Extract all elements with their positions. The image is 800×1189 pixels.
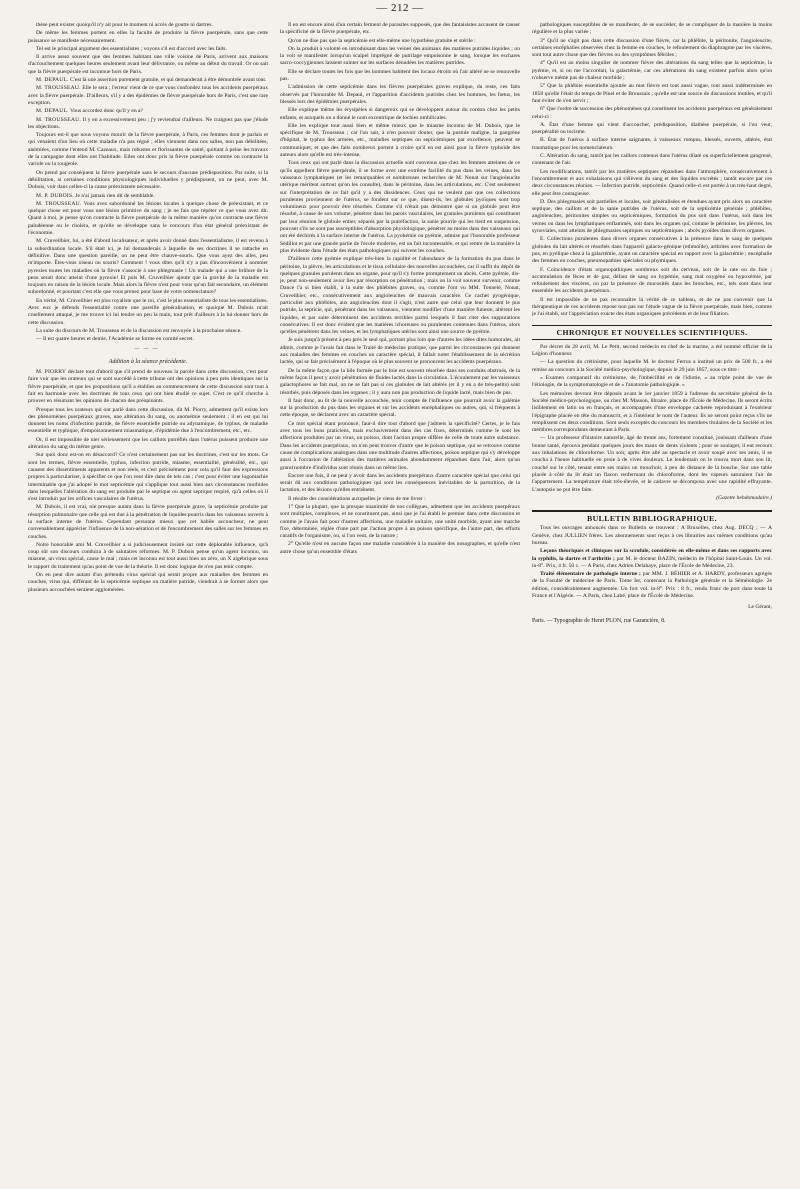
paragraph: Tous ceux qui ont parlé dans la discussion actuelle sont convenus que chez les femmes atteintes de ce qu'ils appellent fièvre puerpérale, il se forme avec une extrême facilité du pus dans les veines, dans les vaisseaux lymphatiques (et les remarquables et nombreuses recherches de M. Nonat sur l'angioleucite utérique méritent surtout qu'on les consulte), dans le péritoine, dans les articulations, etc. C'est seulement sur l'interprétation de ce fait qu'il y a des dissidences. Ceux qui ne veulent pas que ces collections purulentes proviennent de l'utérus, se fondent sur ce que, disent-ils, les globules pyoïques sont trop volumineux pour pouvoir être résorbés. Comme s'il n'était pas démontré que si un globule peut être résorbé, à cause de son volume, pénétrer dans les parois vasculaires, les granules purulents qui constituent par leur réunion le globule entier, séparés par la putréfaction, la sanie pourrie qui les tient en suspension, pouvant s'ils ne sont pas susceptibles d'absorption physiologique, pénétrer au moins dans des vaisseaux qui ont été déchirés à la surface interne de l'utérus. La pyohémie ou pyémie, admise par l'honorable professeur Sédillot et par une grande partie de l'école moderne, est un fait incontestable, et qui rentre de la manière la plus évidente dans l'étude des états pathologiques qui suivent les couches. — [280, 160, 520, 254]
paragraph: A. État d'une femme qui vient d'accoucher, prédisposition, diathèse puerpérale, si l'on veut, puerpéralité ou tocisme. — [532, 121, 772, 136]
paragraph: 1° Que la plupart, que la presque unanimité de nos collègues, admettent que les accidents puerpéraux sont multiples, complexes, et ne constituent pas, ainsi que je l'ai établi le premier dans cette discussion et comme je l'avais fait pour d'autres affections, une maladie unitaire, une unité morbide, ayant une marche fixe, déterminée, réglée d'une part par l'action propre à un poison spécifique, de l'autre part, des efforts curatifs de l'organisme, ou, si l'on veut, de la nature ; — [280, 504, 520, 540]
book-title: Traité élémentaire de pathologie interne ; — [540, 571, 641, 578]
paragraph: Notre honorable ami M. Cruveilhier a si judicieusement insisté sur cette déplorable influence, qu'à coup sûr son discours conduira à de salutaires réformes. M. P. Dubois pense qu'un agent inconnu, un miasme, un virus spécial, cause le mal ; mais cet inconnu est tout aussi bien un zéro, un X algébrique sous le rapport du traitement qu'au point de vue de la théorie. Il est donc logique de n'en pas tenir compte. — [28, 541, 268, 570]
paragraph: Elle explique même les érysipèles si dangereux qui se développent autour du cordon chez les petits enfants, et auxquels on a donné le nom excentrique de lochies ombilicales. — [280, 107, 520, 121]
columns — [28, 22, 772, 1177]
paragraph: 4° Qu'il est au moins singulier de nommer fièvre des altérations du sang telles que la septicémie, la pyémie, et, si on me l'accordait, la galactémie, car ces altérations du sang existent parfois alors qu'on n'observe même pas de chaleur morbide ; — [532, 60, 772, 82]
paragraph: Il faut donc, au lit de la nouvelle accouchée, tenir compte de l'influence que pourrait avoir la galémie sur la production du pus dans les organes et sur les accidents encéphaliques ou autres, qui, si fréquents à cette époque, se déclarent avec un caractère spécial. — [280, 397, 520, 419]
speech — [28, 85, 268, 107]
news-item: Par décret du 28 avril, M. Le Petit, second médecin en chef de la marine, a été nommé officier de la Légion d'honneur. — [532, 343, 772, 358]
speech-text: Vous accordez donc qu'il y en a? — [70, 108, 144, 115]
paragraph: Presque tous les orateurs qui ont parlé dans cette discussion, dit M. Piorry, admettent qu'il existe lors des phénomènes puerpéraux graves, une altération du sang, ou anomémie seulement ; il en est qui lui donnent les noms d'infection putride, de fièvre essentielle putride ou adynamique, de typhus, de maladie essentielle et typhique, d'empoisonnement miasmatique, d'épidémie due à l'encombrement, etc., etc. — [28, 406, 268, 435]
bulletin-intro: Tous les ouvrages annoncés dans ce Bulletin se trouvent : A Bruxelles, chez Aug. DECQ ; — A Genève, chez JULLIEN frères. Les abonnements sont reçus à ces librairies aux mêmes conditions qu'au bureau. — [532, 525, 772, 546]
paragraph: Il en est encore ainsi d'un certain ferment de parasites supposés, que des fantaisistes accusent de causer la spécificité de la fièvre puerpérale, etc. — [280, 22, 520, 36]
paragraph: Je suis jusqu'à présent à peu près le seul qui, portant plus loin que d'autres les idées dites humorales, ait admis, comme je l'avais fait dans le Traité de médecine pratique, que parmi les circonstances qui donnent aux maladies des femmes en couches un caractère spécial, il fallait noter l'établissement de la sécrétion lactée, qui se fait précisément à l'époque où le plus souvent se prononcent les accidents puerpéraux. — [280, 337, 520, 366]
paragraph: Elle se déclare toutes les fois que les hommes habitent des locaux étroits où l'air altéré ne se renouvelle pas. — [280, 68, 520, 83]
paragraph: Il est impossible de ne pas reconnaître la vérité de ce tableau, et de ne pas convenir que la thérapeutique de ces accidents repose non pas sur l'étude vague de la fièvre puerpérale, mais bien, comme je l'ai établi, sur l'appréciation exacte des états organiques précédents et de leur filiation. — [532, 296, 772, 318]
paragraph: Encore une fois, il ne peut y avoir dans les accidents puerpéraux d'autre caractère spécial que celui qui serait dû aux conditions pathologiques qui sont les conséquences inévitables de la parturition, de la lactation, et des lésions qu'elles entraînent. — [280, 472, 520, 494]
speech — [28, 193, 268, 200]
speech-text: Vous avez subordonné les lésions locales à quelque chose de préexistant, et ce quelque chose est pour vous une lésion primitive du sang ; je ne fais que répéter ce que vous avez dit. Quant à moi, je pense qu'on contracte la fièvre puerpérale de la même manière qu'on contracte une fièvre paludéenne ou le choléra, et qu'elle se développe sans le concours d'un état général préexistant de l'économie. — [28, 200, 268, 237]
paragraph: L'admission de cette septicémie dans les fièvres puerpérales graves explique, du reste, ces faits observés par l'honorable M. Depaul, et l'apparition d'accidents putrides chez les hommes, les fœtus, les blessés lors des épidémies puerpérales. — [280, 84, 520, 105]
column-3 — [532, 22, 772, 1177]
speech-text: Elle le sera ; l'erreur vient de ce que vous confondez tous les accidents puerpéraux avec la fièvre puerpérale. D'ailleurs, s'il y a des épidémies de fièvre puerpérale hors de Paris, c'est une rare exception. — [28, 85, 268, 106]
speaker-name: M. DEPAUL. — [36, 108, 69, 115]
speaker-name: M. TROUSSEAU. — [36, 200, 82, 207]
paragraph: Ce mot spécial étant prononcé, faut-il dire tout d'abord que j'admets la spécificité? Certes, je le fais avec tous les bons praticiens, mais exclusivement dans des cas fixes, déterminés comme le sont les affections produites par un virus, un poison, dont l'action propre diffère de celle de toute autre substance. Dans les accidents puerpéraux, on n'en peut trouver d'autre que le poison septique, qui se retrouve comme cause de complications analogues dans une multitude d'autres affections, poison septique qui s'y développe aussi à l'occasion de l'altération des matières animales abondamment répandues dans l'air, alors qu'un grand nombre d'individus sont réunis dans un même lieu. — [280, 420, 520, 471]
book-details: par MM. J. BÉHIER et A. HARDY, professeurs agrégés de la Faculté de médecine de Paris. Tome Ier, contenant la Pathologie générale et la Séméiologie. 2e édition, considérablement augmentée. Un fort vol. in-8°. Prix : 8 fr., rendu franc de port dans toute la France et l'Algérie. — A Paris, chez Labé, place de l'École de Médecine. — [532, 571, 772, 600]
paragraph: M. Dubois, il est vrai, nie presque autant dans la fièvre puerpérale grave, la septicémie produite par résorption pulmonaire que celle qui est due à la pénétration de liquides pourris dans les vaisseaux ouverts à la surface interne de l'utérus. Cependant personne mieux que cet habile accoucheur, ne peut convenablement apprécier l'influence de la non-aération et de l'encombrement des salles sur les femmes en couches. — [28, 504, 268, 540]
paragraph: D. Des phlegmasies soit partielles et locales, soit généralisées et étendues ayant pris alors un caractère septique, des caillots et de la sanie putrides de l'utérus, soit de la septicémie générale ; phlébites, angioleucites, péritonites simples ou septicémiques, formation du pus soit dans l'utérus, soit dans les veines ou dans les lymphatiques enflammés, soit dans les organes qui, comme le péritoine, les plèvres, les synoviales, sont atteints de phlegmasies septiques ou septicémiques ; abcès pyoïdes dans divers organes. — [532, 198, 772, 235]
speech-text: Il y en a excessivement peu ; j'y reviendrai d'ailleurs. Ne craignez pas que j'élude les objections. — [28, 116, 268, 130]
column-2 — [280, 22, 520, 1177]
paragraph: De même les femmes portent en elles la faculté de produire la fièvre puerpérale, sans que cette puissance se manifeste nécessairement. — [28, 30, 268, 44]
news-source: (Gazette hebdomadaire.) — [716, 494, 772, 501]
paragraph: On prend par conséquent la fièvre puerpérale sans le secours d'aucune prédisposition. Par suite, si la débilitation, si certaines conditions physiologiques individuelles y prédisposent, on ne peut, avec M. Dubois, voir dans celles-ci la cause préexistante nécessaire. — [28, 169, 268, 191]
paragraph: M. Cruveilhier, lui, a été d'abord localisateur, et après avoir donné dans l'essentialisme, il est revenu à la subordination locale. S'il était ici, je lui demanderais à laquelle de ses doctrines il se rattache en définitive. Dans une question pareille, on ne peut être chauve-souris. Que vous ayez des ailes, peu m'importe. Êtes-vous oiseau ou souris? Comment ! vous dites qu'il n'y a pas d'inconvénient à nommer pyrexies toutes les maladies où la fièvre s'associe à une phlegmasie ! Un malade qui a une brûlure de la peau serait donc atteint d'une pyrexie! Et puis M. Cruveilhier ajoute que la gravité de la maladie est toujours en raison de la lésion locale. Mais alors la fièvre n'est pour vous qu'un fait secondaire, un élément subordonné, et pourtant c'est elle que vous prenez pour base de votre nomenclature? — [28, 238, 268, 296]
speech — [28, 77, 268, 84]
paragraph: D'ailleurs cette pyémie explique très-bien la rapidité et l'abondance de la formation du pus dans le péritoine, la plèvre, les articulations et le tissu cellulaire des nouvelles accouchées, car il suffit du dépôt de quelques granules purulents dans un organe, pour qu'il s'y forme promptement un abcès. Cette pyémie, dis-je, peut non-seulement avoir lieu par résorption ou pénétration ; mais on la voit souvent survenir, comme Dance l'a si bien établi, à la suite des phlébites graves, ou, comme l'ont vu MM. Tonnelé, Nonat, Cruveilhier, etc., consécutivement aux angioleucites de mauvais caractère. Ce cachet pyogénique, particulier aux phlébites, aux angioleucites dont il s'agit, n'est autre que celui que leur donnent le pus putride, la septicie, qui, pénétrant dans les vaisseaux, viennent modifier d'une manière funeste, altèrent les liquides, et par suite déterminent des accidents terribles parmi lesquels il faut citer des suppurations consécutives. Il est donc évident que les matières ichoreuses ou purulentes contenues dans l'utérus, alors qu'elles pénètrent dans les veines, et les lymphatiques utérins sont ainsi une source de pyémie. — [280, 256, 520, 336]
paragraph: On en peut dire autant d'un prétendu virus spécial qui serait propre aux maladies des femmes en couches, virus qui, différant de la septicémie septique ou matière putride, viendrait à se former alors que plusieurs accouchées seraient agglomérées. — [28, 572, 268, 593]
news-item: — Un professeur d'histoire naturelle, âgé de trente ans, fortement constitué, jouissant d'ailleurs d'une bonne santé, éprouva pendant quelques jours des maux de dents violents ; pour se soulager, il eut recours aux inhalations de chloroforme. Un soir, après être allé au spectacle et avoir soupé avec ses amis, il se coucha à l'heure habituelle en proie à de vives douleurs. Le lendemain on le trouva mort dans son lit, couché sur le côté, tenant entre ses mains un mouchoir, à peu de distance de la bouche. Sur une table placée à côté du lit était un flacon renfermant du chloroforme, dont les vapeurs saturaient l'air de l'appartement. La température était très-élevée, et le cadavre se décomposa avec une rapidité effrayante. L'autopsie ne put être faite. — [532, 435, 772, 493]
paragraph: Or, il est impossible de nier sérieusement que les caillots putréfiés dans l'utérus puissent produire une altération du sang du même genre. — [28, 436, 268, 451]
paragraph: Sur quoi donc est-on en désaccord? Ce n'est certainement pas sur les doctrines, c'est sur les mots. Ce sont les termes, fièvre essentielle, typhus, infection putride, miasme, essentialité, généralité, etc., qui causent des dissentiments apparents et non réels, et c'est précisément pour cela qu'il faut des expressions propres à particulariser, à spécifier ce que l'on veut dire dans de tels cas ; c'est pour éviter une logomachie interminable que j'ai adopté le mot septicémie qui s'applique tout aussi bien aux circonstances morbides dans lesquelles l'altération du sang est produite par le septique ou agent septique respiré, qu'à celles où il s'est introduit par les orifices vasculaires de l'utérus. — [28, 452, 268, 503]
book-title: Leçons théoriques et cliniques sur la scrofule, considérée en elle-même et dans ses rapports avec la syphilis, la dartre et l'arthritis ; — [532, 548, 772, 562]
news-item: — La question du crétinisme, pour laquelle M. le docteur Ferrus a institué un prix de 500 fr., a été remise au concours à la Société médico-psychologique, depuis le 29 juin 1857, sous ce titre : — [532, 359, 772, 373]
speech-text: C'est là une assertion purement gratuite, et qui demanderait à être démontrée avant tout. — [70, 77, 267, 84]
chronique-heading: CHRONIQUE ET NOUVELLES SCIENTIFIQUES. — [532, 325, 772, 340]
bulletin-entry — [532, 548, 772, 570]
paragraph: La suite du discours de M. Trousseau et de la discussion est renvoyée à la prochaine séance. — [36, 327, 242, 334]
paragraph: 6° Que l'ordre de succession des phénomènes qui constituent les accidents puerpéraux est généralement celui-ci : — [532, 106, 772, 120]
speaker-name: M. P. DUBOIS. — [36, 192, 74, 199]
paragraph: On la produit à volonté en introduisant dans les veines des animaux des matières putrides liquides ; on la voit se manifester lorsqu'un scalpel imprégné de putrilage empoisonne le sang, lorsque les eschares sacro-coccygiennes laissent suinter sur les surfaces dénudées les matières putrides. — [280, 45, 520, 67]
paragraph: Toujours est-il que nous voyons mourir de la fièvre puerpérale, à Paris, ces femmes dont je parlais et qui venaient d'un lieu où cette maladie n'a pas régné ; elles viennent dans nos salles, non pas débilitées, anémiées, comme l'entend M. Cazeaux, mais robustes et florissantes de santé, quittant à peine les travaux de la campagne dont elles ont l'habitude. Elles ont donc pris la fièvre puerpérale comme on contracte la variole ou la rougeole. — [28, 132, 268, 168]
speech — [28, 201, 268, 237]
speech — [28, 369, 268, 405]
paragraph: Tel est le principal argument des essentialistes ; voyons s'il est d'accord avec les faits. — [36, 45, 227, 52]
speaker-name: M. DEPAUL. — [36, 77, 69, 84]
speaker-name: M. TROUSSEAU. — [36, 116, 81, 123]
separator: ——— — [134, 347, 162, 353]
column-1 — [28, 22, 268, 1177]
paragraph: F. Coïncidence d'états organopathiques nombreux soit du cerveau, soit de la rate ou du foie ; accumulation de fèces et de gaz, défaut de sang ou hypémie, sang mal oxygéné ou hypoxémie, par refoulement des viscères, ou par la présence de mucosités dans les bronches, etc., tels sont dans leur ensemble les accidents puerpéraux. — [532, 266, 772, 295]
bulletin-heading: BULLETIN BIBLIOGRAPHIQUE. — [532, 510, 772, 522]
gerant-signature: Le Gérant, — [748, 604, 772, 611]
speech-text: déclare tout d'abord que s'il prend de nouveau la parole dans cette discussion, c'est pour faire voir que les orateurs qui se sont succédé à cette tribune ont des opinions à peu près identiques sur la fièvre puerpérale, et que les propositions qu'il a établies au commencement de cette discussion sont tout à fait en harmonie avec les doctrines de tous ceux qui ont bien étudié ce sujet. C'est ce qu'il cherche à prouver en résumant les opinions de chacun des préopinants. — [28, 369, 268, 405]
paragraph: E. Collections purulentes dans divers organes consécutives à la présence dans le sang de quelques globules du lait altérés et résorbés dans l'appareil galacto-génique (ethmoïde), arthrites avec formation de pus, en pyélique chez à la galactémie, ayant un caractère spécial en rapport avec la galactémie ; encéphalie des femmes en couches, pneumopathies spéciales ou phymiques. — [532, 236, 772, 265]
paragraph: — Il est quatre heures et demie, l'Académie se forme en comité secret. — [36, 336, 194, 343]
addition-title: Addition à la séance précédente. — [108, 358, 188, 365]
speaker-name: M. PIORRY — [36, 369, 67, 376]
page-number: — 212 — — [376, 2, 424, 14]
paragraph: thèse peut exister quoiqu'il n'y ait pour le moment ni accès de goutte ni dartres. — [36, 22, 213, 28]
paragraph: 3° Qu'il ne s'agit pas dans cette discussion d'une fièvre, car la phlébite, la péritonite, l'angioleucite, certaines encéphalies observées chez la femme en couches, le refoulement du diaphragme par les viscères, sont tout autre chose que des fièvres ou des symptômes fébriles ; — [532, 37, 772, 59]
printer-imprint: Paris. — Typographie de Henri PLON, rue Garancière, 8. — [532, 617, 666, 624]
paragraph: pathologiques susceptibles de se manifester, de se succéder, de se compliquer de la manière la moins régulière et la plus variée ; — [532, 22, 772, 36]
speech — [28, 117, 268, 132]
paragraph: C. Altération du sang, tantôt par les caillots contenus dans l'utérus dilaté ou superficiellement gangrené, contenant de l'air. — [532, 153, 772, 167]
paragraph: Il arrive assez souvent que des femmes habitant une ville voisine de Paris, arrivent aux maisons d'accouchement quelques heures seulement avant leur délivrance, ou même au début du travail. Or on sait que la fièvre puerpérale est inconnue hors de Paris. — [28, 54, 268, 75]
paragraph: Elle les explique tout aussi bien et même mieux que le miasme inconnu de M. Dubois, que le spécifique de M. Trousseau ; car l'on sait, à n'en pouvoir douter, que la pustule maligne, la gangrène d'hôpital, le typhus des armées, etc., maladies septiques ou septicémiques par excellence, peuvent se communiquer, et que des faits nombreux portent à croire qu'il en est ainsi pour la fièvre typhoïde des auteurs alors qu'elle est très-intense. — [280, 122, 520, 159]
paragraph: En vérité, M. Cruveilhier est plus royaliste que le roi, c'est le plus essentialiste de tous les essentialistes. Avec eux je défends l'essentialité contre une pareille généralisation, et quoique M. Dubois m'ait cruellement attaqué, je me trouve ici lui tendre un peu la main, tout prêt d'ailleurs à la lui donner hors de cette discussion. — [28, 297, 268, 326]
paragraph: Qu'on ne dise pas que la septicémie est elle-même une hypothèse gratuite et stérile : — [288, 37, 476, 44]
speaker-name: M. TROUSSEAU. — [36, 85, 81, 92]
paragraph: 5° Que la phlébite essentielle ajoutée au mot fièvre est tout aussi vague, tout aussi indéterminée en 1858 qu'elle l'était du temps de Pinel et de Broussais ; qu'elle est une source de discussions inutiles, et qu'il faut éviter de s'en servir ; — [532, 83, 772, 104]
news-item: « Examen comparatif du crétinisme, de l'imbécillité et de l'idiotie, » au triple point de vue de l'étiologie, de la symptomatologie et de » l'anatomie pathologique. » — [532, 375, 772, 389]
paragraph: Les modifications, tantôt par les matières septiques répandues dans l'atmosphère, consécutivement à l'encombrement et aux exhalaisons qui s'élèvent du sang et des liquides excrétés ; tantôt encore par ces deux circonstances réunies. — Infection putride, septicémie. Quand celle-ci est portée à un très-haut degré, elle peut être contagieuse. — [532, 168, 772, 197]
paragraph: De la même façon que la bile formée par le foie est souvent résorbée dans ses conduits obstrués, de la même façon il peut y avoir pénétration de fluides lactés dans la circulation. L'écoulement par les vaisseaux galactophores se fait mal, on ne se fait pas si ces globules de lait altérés (et il y en a de très-petits) sont résorbés, puis déposés dans les organes ; il y aura non pas production de liquide lacté, mais bien de pus. — [280, 367, 520, 396]
paragraph: Il résulte des considérations auxquelles je viens de me livrer : — [288, 495, 426, 502]
speech — [28, 108, 268, 115]
paragraph: 2° Qu'elle n'est en aucune façon une maladie considérée à la manière des nosographes, et qu'elle n'est autre chose qu'un ensemble d'états — [280, 541, 520, 555]
book-details: par M. le docteur BAZIN, médecin de l'hôpital Saint-Louis. Un vol. in-8°. Prix, 4 fr. 50 c. — A Paris, chez Adrien Delahaye, place de l'École de Médecine, 23. — [532, 555, 772, 569]
speech-text: Je n'ai jamais rien dit de semblable. — [75, 192, 155, 199]
news-item: Les mémoires devront être déposés avant le 1er janvier 1859 à l'adresse du secrétaire général de la Société médico-psychologique, ou chez M. Masson, libraire, place de l'École de Médecine. Ils seront écrits lisiblement en latin ou en français, et accompagnés d'une enveloppe cachetée reproduisant à l'extérieur l'épigraphe placée en tête du manuscrit, et à l'intérieur le nom de l'auteur. Ils ne seront point reçus s'ils ne remplissent ces deux conditions. Sont seuls exceptés du concours les membres titulaires de la Société et les membres correspondants demeurant à Paris. — [532, 390, 772, 434]
bulletin-entry — [532, 571, 772, 600]
paragraph: B. État de l'utérus à surface interne saignante, à vaisseaux rompus, blessés, ouverts, altérés, état traumatique pour les nomenclateurs. — [532, 137, 772, 151]
